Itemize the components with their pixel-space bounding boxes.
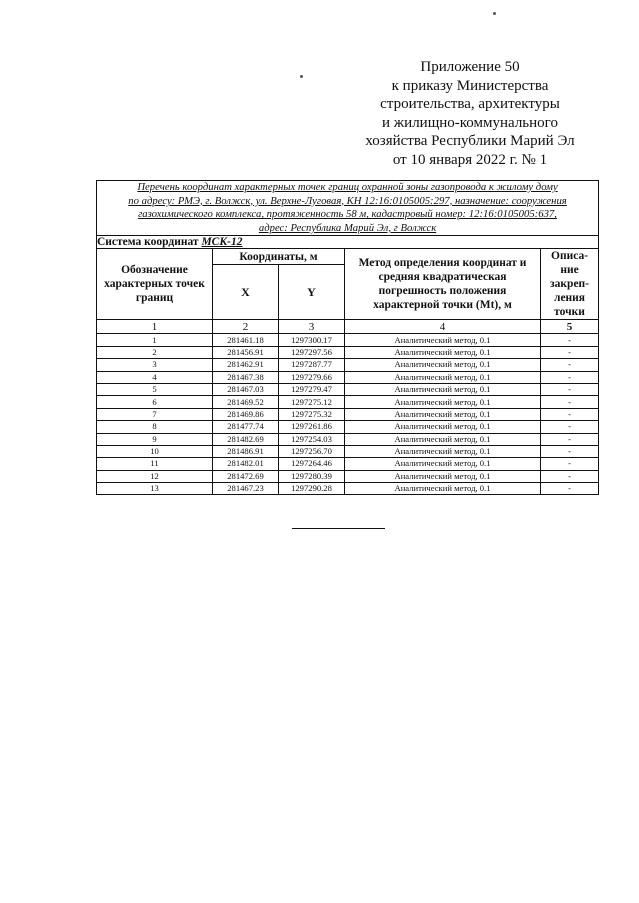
appendix-header	[340, 58, 600, 170]
method-value: Аналитический метод, 0.1	[345, 334, 541, 346]
point-number: 3	[97, 359, 213, 371]
coord-y: 1297256.70	[279, 445, 345, 457]
coord-x: 281486.91	[213, 445, 279, 457]
method-value: Аналитический метод, 0.1	[345, 445, 541, 457]
coord-y: 1297254.03	[279, 433, 345, 445]
fixing-description: -	[541, 470, 599, 482]
fixing-description: -	[541, 371, 599, 383]
fixing-description: -	[541, 334, 599, 346]
method-value: Аналитический метод, 0.1	[345, 359, 541, 371]
column-header-designation: Обозначение характерных точек границ	[97, 249, 213, 320]
fixing-description: -	[541, 346, 599, 358]
point-number: 6	[97, 396, 213, 408]
table-row	[97, 445, 599, 457]
coord-y: 1297297.56	[279, 346, 345, 358]
coord-y: 1297290.28	[279, 483, 345, 495]
coord-y: 1297279.66	[279, 371, 345, 383]
method-value: Аналитический метод, 0.1	[345, 346, 541, 358]
table-row	[97, 470, 599, 482]
appendix-line: Приложение 50	[420, 59, 520, 75]
column-header-method: Метод определения координат и средняя квадратическая погрешность положения характерной точки (Mt), м	[345, 249, 541, 320]
coord-x: 281461.18	[213, 334, 279, 346]
coord-y: 1297275.32	[279, 408, 345, 420]
coord-y: 1297279.47	[279, 383, 345, 395]
fixing-description: -	[541, 483, 599, 495]
coord-x: 281477.74	[213, 421, 279, 433]
table-heading-line: по адресу: РМЭ, г. Волжск, ул. Верхне-Луговая, КН 12:16:0105005:297, назначение: сооружения	[128, 194, 567, 207]
column-number: 2	[213, 320, 279, 334]
table-row	[97, 483, 599, 495]
coord-x: 281469.86	[213, 408, 279, 420]
fixing-description: -	[541, 445, 599, 457]
table-heading-line: адрес: Республика Марий Эл, г Волжск	[258, 221, 437, 234]
coord-x: 281456.91	[213, 346, 279, 358]
point-number: 5	[97, 383, 213, 395]
coord-x: 281462.91	[213, 359, 279, 371]
column-numbers-row	[97, 320, 599, 334]
coord-x: 281467.23	[213, 483, 279, 495]
table-row	[97, 421, 599, 433]
table-heading-line: газохимического комплекса, протяженность 58 м, кадастровый номер: 12:16:0105005:637,	[138, 208, 557, 221]
point-number: 9	[97, 433, 213, 445]
fixing-description: -	[541, 396, 599, 408]
table-row	[97, 458, 599, 470]
appendix-line: от 10 января 2022 г. № 1	[392, 151, 548, 168]
point-number: 10	[97, 445, 213, 457]
method-value: Аналитический метод, 0.1	[345, 421, 541, 433]
point-number: 2	[97, 346, 213, 358]
table-heading-line: Перечень координат характерных точек границ охранной зоны газопровода к жилому дому	[137, 181, 558, 193]
point-number: 12	[97, 470, 213, 482]
method-value: Аналитический метод, 0.1	[345, 433, 541, 445]
column-number: 1	[97, 320, 213, 334]
coordinate-system-name: МСК-12	[201, 236, 243, 249]
fixing-description: -	[541, 433, 599, 445]
point-number: 11	[97, 458, 213, 470]
column-header-x: X	[213, 264, 279, 320]
table-row	[97, 359, 599, 371]
coordinate-system-label: Система координат	[97, 236, 202, 249]
coord-x: 281469.52	[213, 396, 279, 408]
table-heading	[97, 181, 599, 236]
column-header-y: Y	[279, 264, 345, 320]
appendix-line: и жилищно-коммунального	[382, 114, 558, 131]
fixing-description: -	[541, 408, 599, 420]
coord-y: 1297264.46	[279, 458, 345, 470]
closing-rule	[292, 528, 385, 529]
method-value: Аналитический метод, 0.1	[345, 483, 541, 495]
coord-y: 1297261.86	[279, 421, 345, 433]
scan-speck	[493, 12, 496, 15]
appendix-line: к приказу Министерства	[391, 77, 549, 94]
column-number: 4	[345, 320, 541, 334]
table-row	[97, 371, 599, 383]
method-value: Аналитический метод, 0.1	[345, 383, 541, 395]
coord-x: 281482.01	[213, 458, 279, 470]
column-number: 3	[279, 320, 345, 334]
column-number: 5	[541, 320, 599, 334]
table-body	[97, 334, 599, 495]
point-number: 13	[97, 483, 213, 495]
column-header-description: Описа-ние закреп-ления точки	[541, 249, 599, 320]
column-header-coordinates: Координаты, м	[213, 249, 345, 264]
method-value: Аналитический метод, 0.1	[345, 371, 541, 383]
method-value: Аналитический метод, 0.1	[345, 408, 541, 420]
coordinate-system	[97, 236, 599, 249]
table-row	[97, 408, 599, 420]
appendix-line: строительства, архитектуры	[380, 96, 560, 113]
point-number: 1	[97, 334, 213, 346]
table-row	[97, 433, 599, 445]
method-value: Аналитический метод, 0.1	[345, 396, 541, 408]
point-number: 4	[97, 371, 213, 383]
method-value: Аналитический метод, 0.1	[345, 470, 541, 482]
coord-x: 281467.03	[213, 383, 279, 395]
table-row	[97, 334, 599, 346]
fixing-description: -	[541, 421, 599, 433]
coord-y: 1297300.17	[279, 334, 345, 346]
point-number: 7	[97, 408, 213, 420]
point-number: 8	[97, 421, 213, 433]
fixing-description: -	[541, 359, 599, 371]
table-row	[97, 383, 599, 395]
coord-x: 281467.38	[213, 371, 279, 383]
method-value: Аналитический метод, 0.1	[345, 458, 541, 470]
coordinates-table	[96, 180, 599, 495]
scan-speck	[300, 75, 303, 78]
table-row	[97, 396, 599, 408]
coord-y: 1297275.12	[279, 396, 345, 408]
coord-y: 1297287.77	[279, 359, 345, 371]
fixing-description: -	[541, 458, 599, 470]
coord-x: 281472.69	[213, 470, 279, 482]
table-row	[97, 346, 599, 358]
appendix-line: хозяйства Республики Марий Эл	[365, 133, 575, 150]
coord-y: 1297280.39	[279, 470, 345, 482]
coord-x: 281482.69	[213, 433, 279, 445]
fixing-description: -	[541, 383, 599, 395]
